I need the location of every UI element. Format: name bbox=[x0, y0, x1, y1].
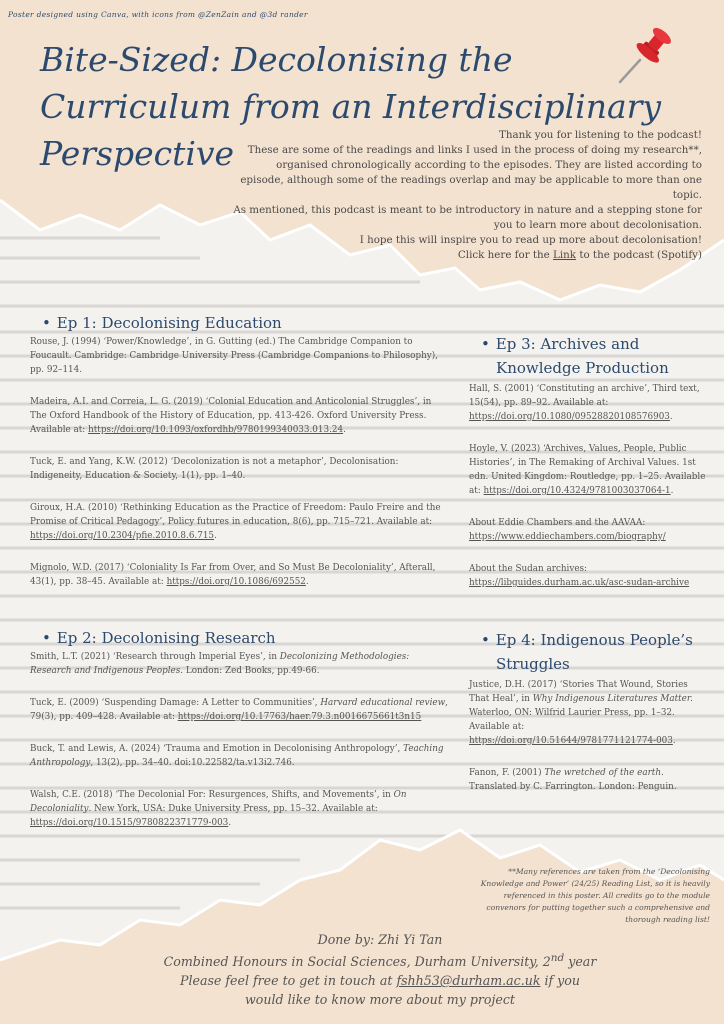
intro-readings: These are some of the readings and links I used in the process of doing my research**, organised chronologically according to the episodes. They are listed according to episode, although some of the readings overlap and may be applicable to more than one topic. bbox=[240, 144, 702, 201]
reference-text: Fanon, F. (2001) bbox=[469, 768, 545, 778]
program-text: year bbox=[564, 954, 597, 970]
click-prefix: Click here for the bbox=[457, 249, 554, 261]
episode-heading bbox=[469, 332, 709, 380]
contact-line bbox=[60, 971, 700, 990]
podcast-link[interactable]: Link bbox=[553, 249, 577, 261]
bullet-icon: • bbox=[42, 314, 51, 332]
title-line: Curriculum from an Interdisciplinary bbox=[40, 87, 662, 126]
reference-text: Hoyle, V. (2023) ‘Archives, Values, People, Public Histories’, in The Remaking of Archival Values. 1st edn. United Kingdom: Routledge, pp. 1–25. Available at: bbox=[469, 444, 706, 496]
reference-link[interactable]: https://doi.org/10.4324/9781003037064-1 bbox=[483, 486, 671, 496]
reference-link[interactable]: https://doi.org/10.2304/pfie.2010.8.6.715 bbox=[30, 531, 215, 541]
bullet-icon: • bbox=[481, 335, 490, 353]
reference-text: Translated by C. Farrington. London: Penguin. bbox=[469, 782, 677, 792]
episode-heading-text: Ep 2: Decolonising Research bbox=[56, 629, 276, 647]
episode-3-section bbox=[469, 332, 709, 590]
reference-link[interactable]: https://libguides.durham.ac.uk/asc-sudan-archive bbox=[469, 578, 690, 588]
reference bbox=[469, 562, 709, 590]
email-link[interactable]: fshh53@durham.ac.uk bbox=[396, 973, 541, 989]
reference bbox=[30, 335, 450, 377]
reference-text: Giroux, H.A. (2010) ‘Rethinking Education as the Practice of Freedom: Paulo Freire and the Promise of Critical Pedagogy’, Policy futures in education, 8(6), pp. 715–721. Available at: bbox=[30, 503, 441, 527]
reference-text: London: Zed Books, pp.49-66. bbox=[183, 666, 320, 676]
episode-heading-text: Ep 4: Indigenous People’s bbox=[495, 631, 693, 649]
episode-heading-text: Ep 3: Archives and bbox=[495, 335, 640, 353]
reference-text: Madeira, A.I. and Correia, L. G. (2019) ‘Colonial Education and Anticolonial Struggles’, in The Oxford Handbook of the History of Education, pp. 413-426. Oxford University Press. Available at: bbox=[30, 397, 432, 435]
reference-link[interactable]: https://doi.org/10.1515/9780822371779-003 bbox=[30, 818, 229, 828]
reference-italic: Decolonizing Methodologies: Research and Indigenous Peoples. bbox=[30, 652, 410, 676]
title-line: Bite-Sized: Decolonising the bbox=[40, 40, 513, 79]
contact-text: if you bbox=[540, 973, 580, 989]
author-line: Done by: Zhi Yi Tan bbox=[317, 932, 443, 947]
reference-text: Rouse, J. (1994) ‘Power/Knowledge’, in G. Gutting (ed.) The Cambridge Companion to Foucault. Cambridge: Cambridge University Press (Cambridge Companions to Philosophy), pp. 92–114. bbox=[30, 337, 438, 375]
reference-text: , 13(2), pp. 34–40. doi:10.22582/ta.v13i2.746. bbox=[90, 758, 295, 768]
reference: Hall, S. (2001) ‘Constituting an archive’, Third text, 15(54), pp. 89–92. Available at: https://doi.org/10.1080/09528820108576903. bbox=[469, 384, 700, 422]
intro-hope: I hope this will inspire you to read up more about decolonisation! bbox=[359, 234, 702, 246]
reference-italic: On Decoloniality bbox=[30, 790, 407, 814]
episode-heading-text: Ep 1: Decolonising Education bbox=[56, 314, 282, 332]
reference: Madeira, A.I. and Correia, L. G. (2019) ‘Colonial Education and Anticolonial Struggles’, in The Oxford Handbook of the History of Education, pp. 413-426. Oxford University Press. Available at: https://doi.org/10.1093/oxfordhb/9780199340033.013.24. bbox=[30, 397, 432, 435]
reference: Justice, D.H. (2017) ‘Stories That Wound, Stories That Heal’, in Why Indigenous Literatures Matter. Waterloo, ON: Wilfrid Laurier Press, pp. 1–32. Available at: https://doi.org/10.51644/9781771121774-003. bbox=[469, 680, 693, 746]
reference-text: Buck, T. and Lewis, A. (2024) ‘Trauma and Emotion in Decolonising Anthropology’, bbox=[30, 744, 404, 754]
reference bbox=[30, 696, 450, 724]
reference-link[interactable]: https://doi.org/10.51644/9781771121774-003 bbox=[469, 736, 673, 746]
episode-2-section bbox=[30, 626, 450, 830]
reference: Hoyle, V. (2023) ‘Archives, Values, People, Public Histories’, in The Remaking of Archival Values. 1st edn. United Kingdom: Routledge, pp. 1–25. Available at: https://doi.org/10.4324/9781003037064-1. bbox=[469, 444, 706, 496]
episode-heading-text: Knowledge Production bbox=[496, 359, 669, 377]
reference-link[interactable]: https://www.eddiechambers.com/biography/ bbox=[469, 532, 666, 542]
episode-1-section bbox=[30, 311, 450, 589]
reference: Mignolo, W.D. (2017) ‘Coloniality Is Far from Over, and So Must Be Decoloniality’, Afterall, 43(1), pp. 38–45. Available at: https://doi.org/10.1086/692552. bbox=[30, 563, 436, 587]
reference-text: Hall, S. (2001) ‘Constituting an archive’, Third text, 15(54), pp. 89–92. Available at: bbox=[469, 384, 700, 408]
episode-heading-text: Struggles bbox=[496, 655, 570, 673]
reference-text: Walsh, C.E. (2018) ‘The Decolonial For: Resurgences, Shifts, and Movements’, in bbox=[30, 790, 394, 800]
reference-text: About Eddie Chambers and the AAVAA: bbox=[469, 518, 646, 528]
design-credit: Poster designed using Canva, with icons from @ZenZain and @3d rander bbox=[8, 10, 308, 19]
reference bbox=[469, 766, 709, 794]
footer bbox=[60, 930, 700, 1009]
intro-mentioned: As mentioned, this podcast is meant to be introductory in nature and a stepping stone for you to learn more about decolonisation. bbox=[233, 204, 702, 231]
episode-heading bbox=[469, 628, 709, 676]
reference bbox=[469, 516, 709, 544]
contact-text: Please feel free to get in touch at bbox=[180, 973, 397, 989]
bullet-icon: • bbox=[42, 629, 51, 647]
episode-heading bbox=[30, 311, 450, 335]
title-line: Perspective bbox=[40, 134, 235, 173]
program-line bbox=[60, 949, 700, 971]
contact-line-2: would like to know more about my project bbox=[245, 992, 515, 1008]
click-suffix: to the podcast (Spotify) bbox=[576, 249, 702, 261]
episode-heading bbox=[30, 626, 450, 650]
reference-link[interactable]: https://doi.org/10.1093/oxfordhb/9780199340033.013.24 bbox=[88, 425, 344, 435]
reference-text: Mignolo, W.D. (2017) ‘Coloniality Is Far from Over, and So Must Be Decoloniality’, Afterall, 43(1), pp. 38–45. Available at: bbox=[30, 563, 436, 587]
reference: Giroux, H.A. (2010) ‘Rethinking Education as the Practice of Freedom: Paulo Freire and the Promise of Critical Pedagogy’, Policy futures in education, 8(6), pp. 715–721. Available at: https://doi.org/10.2304/pfie.2010.8.6.715. bbox=[30, 503, 441, 541]
reference-text: . New York, USA: Duke University Press, pp. 15–32. Available at: bbox=[88, 804, 378, 814]
program-text: Combined Honours in Social Sciences, Durham University, 2 bbox=[163, 954, 551, 970]
program-superscript: nd bbox=[550, 952, 565, 964]
reference-text: Waterloo, ON: Wilfrid Laurier Press, pp. 1–32. Available at: bbox=[469, 708, 675, 732]
reference-italic: Harvard educational review bbox=[320, 698, 446, 708]
intro-text bbox=[232, 128, 702, 263]
intro-thanks: Thank you for listening to the podcast! bbox=[498, 129, 702, 141]
bullet-icon: • bbox=[481, 631, 490, 649]
reference-link[interactable]: https://doi.org/10.17763/haer.79.3.n0016675661t3n15 bbox=[177, 712, 422, 722]
reference bbox=[30, 455, 450, 483]
reference-text: About the Sudan archives: bbox=[469, 564, 588, 574]
reference bbox=[30, 650, 450, 678]
episode-4-section bbox=[469, 628, 709, 794]
reference-link[interactable]: https://doi.org/10.1080/09528820108576903 bbox=[469, 412, 670, 422]
footnote: **Many references are taken from the ‘Decolonising Knowledge and Power’ (24/25) Reading List, so it is heavily referenced in this poster. All credits go to the module convenors for putting together such a comprehensive and thorough reading list! bbox=[480, 867, 710, 924]
reference-text: Tuck, E. (2009) ‘Suspending Damage: A Letter to Communities’, bbox=[30, 698, 321, 708]
reference: Walsh, C.E. (2018) ‘The Decolonial For: Resurgences, Shifts, and Movements’, in On Decoloniality. New York, USA: Duke University Press, pp. 15–32. Available at: https://doi.org/10.1515/9780822371779-003. bbox=[30, 790, 407, 828]
reference-text: Justice, D.H. (2017) ‘Stories That Wound, Stories That Heal’, in bbox=[469, 680, 688, 704]
reference-italic: The wretched of the earth. bbox=[544, 768, 664, 778]
intro-click bbox=[232, 248, 702, 263]
reference-italic: Why Indigenous Literatures Matter. bbox=[532, 694, 693, 704]
reference-text: , 79(3), pp. 409–428. Available at: bbox=[30, 698, 448, 722]
reference-text: Tuck, E. and Yang, K.W. (2012) ‘Decolonization is not a metaphor’, Decolonisation: Indigeneity, Education & Society, 1(1), pp. 1–40. bbox=[30, 457, 399, 481]
reference-link[interactable]: https://doi.org/10.1086/692552 bbox=[166, 577, 306, 587]
reference bbox=[30, 742, 450, 770]
reference-italic: Teaching Anthropology bbox=[30, 744, 444, 768]
reference-text: Smith, L.T. (2021) ‘Research through Imperial Eyes’, in bbox=[30, 652, 280, 662]
